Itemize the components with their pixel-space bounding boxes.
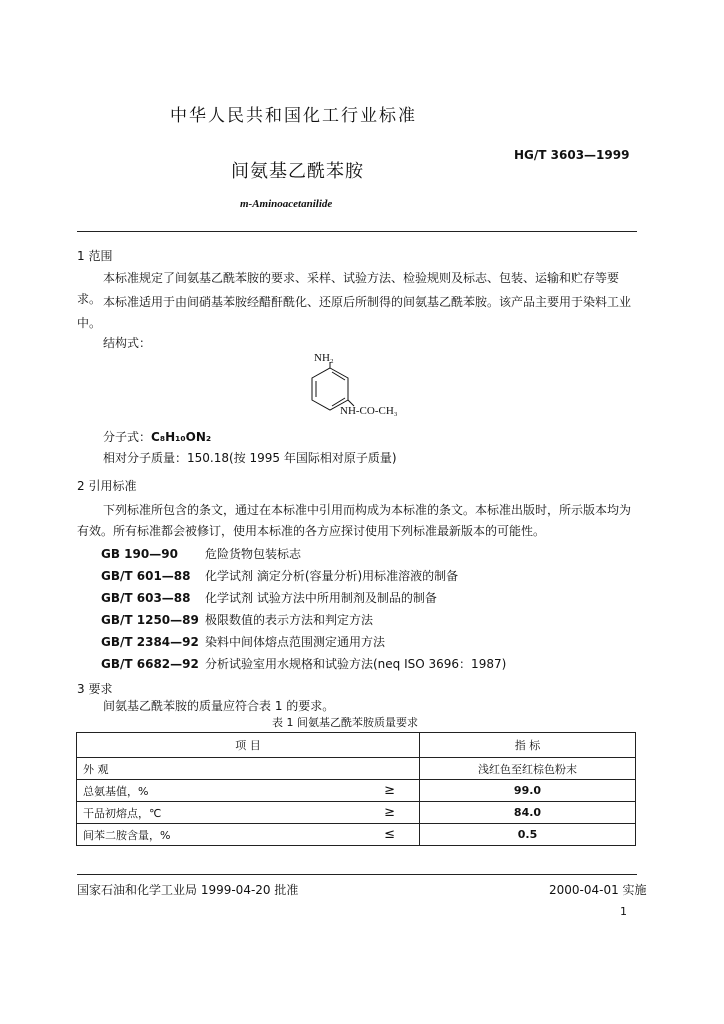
- reference-code: GB/T 603—88: [101, 591, 191, 605]
- page-number: 1: [620, 905, 627, 918]
- row-item-label: 外 观: [83, 762, 109, 776]
- table-row: [77, 824, 636, 846]
- reference-code: GB/T 2384—92: [101, 635, 199, 649]
- row-comparison-symbol: ≥: [384, 804, 395, 820]
- molecular-formula: [103, 428, 211, 445]
- row-comparison-symbol: ≤: [384, 826, 395, 842]
- title-chinese: 间氨基乙酰苯胺: [231, 161, 364, 182]
- row-item-label: 干品初熔点，℃: [83, 806, 162, 820]
- reference-code: GB/T 601—88: [101, 569, 191, 583]
- reference-item: [101, 655, 506, 672]
- section3-heading: 3 要求: [77, 682, 113, 696]
- row-comparison-symbol: ≥: [384, 782, 395, 798]
- reference-item: [101, 589, 437, 606]
- reference-title: 分析试验室用水规格和试验方法(neq ISO 3696：1987): [205, 657, 507, 671]
- row-value: 99.0: [420, 780, 636, 802]
- reference-code: GB/T 1250—89: [101, 613, 199, 627]
- reference-item: [101, 633, 385, 650]
- quality-requirements-table: [76, 732, 636, 846]
- acetamido-group-label: NH-CO-CH₃: [340, 405, 398, 417]
- reference-title: 危险货物包装标志: [205, 547, 302, 561]
- formula-label: 分子式：: [103, 430, 152, 444]
- row-item-label: 间苯二胺含量，%: [83, 828, 171, 842]
- references-intro: 下列标准所包含的条文，通过在本标准中引用而构成为本标准的条文。本标准出版时，所示版本均为有效。所有标准都会被修订，使用本标准的各方应探讨使用下列标准最新版本的可能性。: [77, 503, 632, 538]
- section1-heading: 1 范围: [77, 249, 113, 263]
- scope-paragraph-2: 本标准适用于由间硝基苯胺经醋酐酰化、还原后所制得的间氨基乙酰苯胺。该产品主要用于染料工业中。: [77, 295, 632, 330]
- column-header-index: 指 标: [420, 733, 636, 758]
- row-item: [77, 802, 420, 824]
- reference-code: GB 190—90: [101, 547, 178, 561]
- approval-line: 国家石油和化学工业局 1999-04-20 批准: [77, 883, 299, 897]
- table-row: [77, 758, 636, 780]
- row-value: 0.5: [420, 824, 636, 846]
- reference-item: [101, 567, 458, 584]
- row-item-label: 总氨基值，%: [83, 784, 149, 798]
- section2-heading: 2 引用标准: [77, 479, 137, 493]
- reference-item: [101, 545, 301, 562]
- table-header-row: [77, 733, 636, 758]
- table-row: [77, 802, 636, 824]
- reference-title: 极限数值的表示方法和判定方法: [205, 613, 374, 627]
- amino-group-label: NH₂: [314, 352, 334, 364]
- requirements-text: 间氨基乙酰苯胺的质量应符合表 1 的要求。: [103, 699, 335, 713]
- effective-date: 2000-04-01 实施: [549, 883, 647, 897]
- row-item: [77, 824, 420, 846]
- footer-divider: [77, 874, 637, 875]
- reference-title: 染料中间体熔点范围测定通用方法: [205, 635, 386, 649]
- row-item: [77, 780, 420, 802]
- reference-code: GB/T 6682—92: [101, 657, 199, 671]
- scope-paragraph-1: 本标准规定了间氨基乙酰苯胺的要求、采样、试验方法、检验规则及标志、包装、运输和贮存等要求。: [77, 271, 620, 306]
- formula-value: C₈H₁₀ON₂: [151, 430, 212, 444]
- standard-category: 中华人民共和国化工行业标准: [170, 106, 417, 126]
- reference-title: 化学试剂 试验方法中所用制剂及制品的制备: [205, 591, 437, 605]
- reference-title: 化学试剂 滴定分析(容量分析)用标准溶液的制备: [205, 569, 459, 583]
- row-value: 浅红色至红棕色粉末: [420, 758, 636, 780]
- table-caption: 表 1 间氨基乙酰苯胺质量要求: [272, 716, 418, 729]
- standard-number: HG/T 3603—1999: [514, 148, 630, 162]
- structure-label: 结构式：: [103, 336, 152, 350]
- title-english: m-Aminoacetanilide: [240, 198, 333, 210]
- table-row: [77, 780, 636, 802]
- header-divider: [77, 231, 637, 232]
- reference-item: [101, 611, 373, 628]
- row-value: 84.0: [420, 802, 636, 824]
- row-item: [77, 758, 420, 780]
- molecular-mass: 相对分子质量：150.18(按 1995 年国际相对原子质量): [103, 451, 397, 465]
- column-header-item: 项 目: [77, 733, 420, 758]
